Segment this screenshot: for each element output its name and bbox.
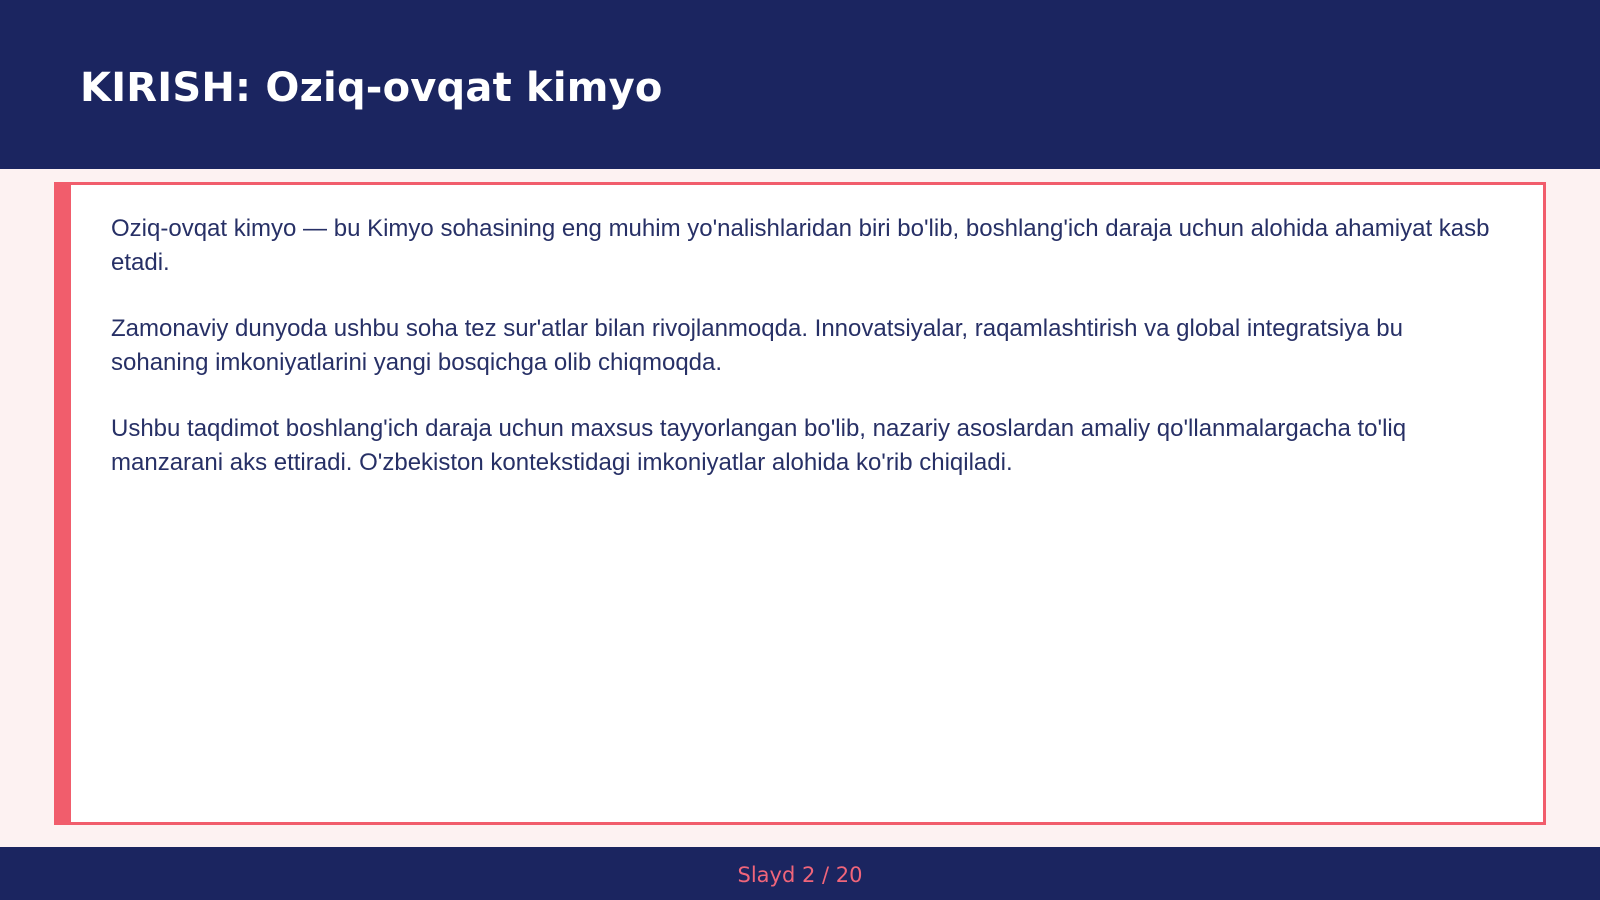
slide-counter: Slayd 2 / 20 bbox=[737, 863, 863, 887]
content-card bbox=[54, 182, 1546, 825]
slide-header bbox=[0, 0, 1600, 169]
slide-title: KIRISH: Oziq-ovqat kimyo bbox=[80, 65, 663, 111]
paragraph-introduction: Oziq-ovqat kimyo — bu Kimyo sohasining eng muhim yo'nalishlaridan biri bo'lib, boshlang'ich daraja uchun alohida ahamiyat kasb etadi. bbox=[111, 215, 1490, 276]
paragraph-presentation-scope: Ushbu taqdimot boshlang'ich daraja uchun maxsus tayyorlangan bo'lib, nazariy asoslardan amaliy qo'llanmalargacha to'liq manzarani aks ettiradi. O'zbekiston kontekstidagi imkoniyatlar alohida ko'rib chiqiladi. bbox=[111, 415, 1407, 476]
paragraph-modern-development: Zamonaviy dunyoda ushbu soha tez sur'atlar bilan rivojlanmoqda. Innovatsiyalar, raqamlashtirish va global integratsiya bu sohaning imkoniyatlarini yangi bosqichga olib chiqmoqda. bbox=[111, 315, 1403, 376]
slide-footer bbox=[0, 847, 1600, 900]
content-text bbox=[111, 212, 1496, 512]
